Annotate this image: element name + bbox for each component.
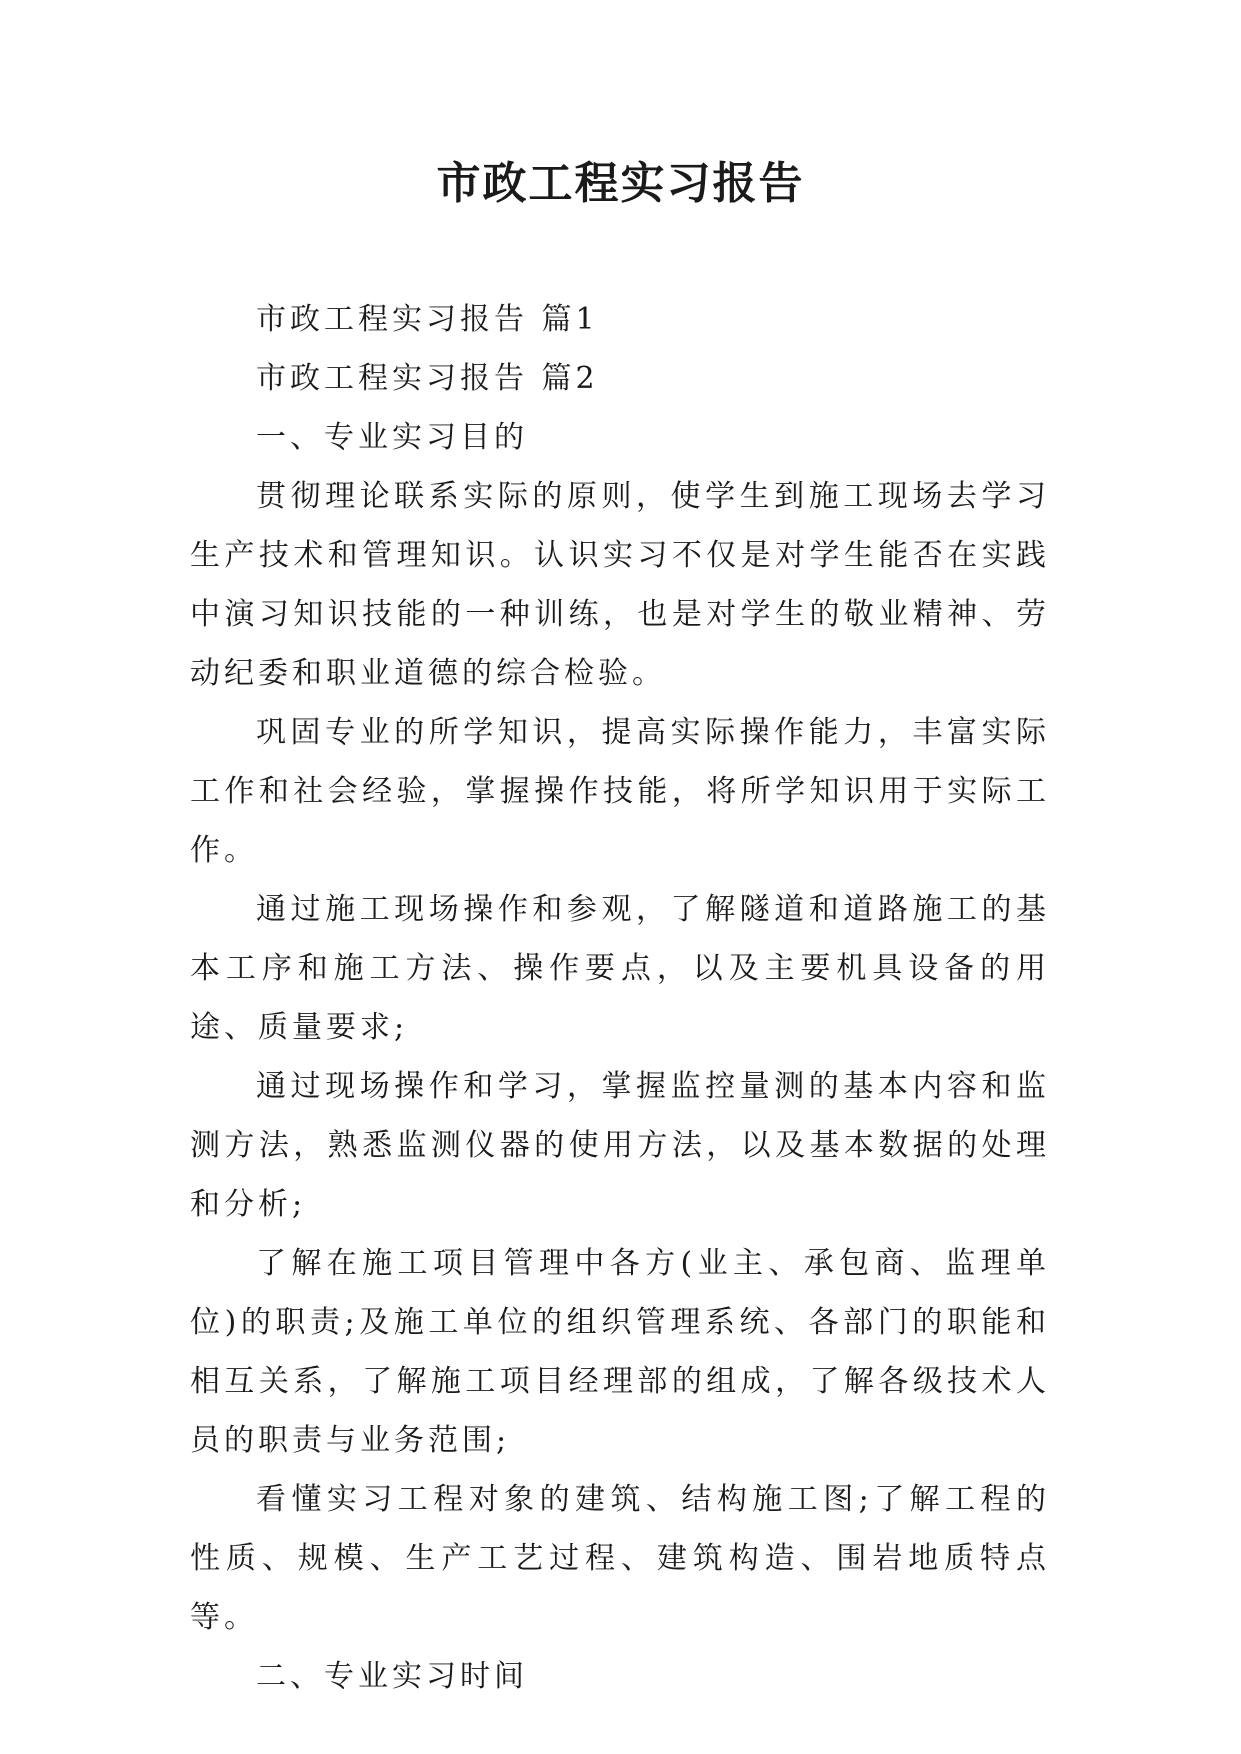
paragraph-7: 通过现场操作和学习，掌握监控量测的基本内容和监测方法，熟悉监测仪器的使用方法，以及基本数据的处理和分析; <box>190 1069 1050 1222</box>
paragraph-5: 巩固专业的所学知识，提高实际操作能力，丰富实际工作和社会经验，掌握操作技能，将所学知识用于实际工作。 <box>190 715 1050 868</box>
paragraph-9: 看懂实习工程对象的建筑、结构施工图;了解工程的性质、规模、生产工艺过程、建筑构造、围岩地质特点等。 <box>190 1482 1050 1635</box>
document-body <box>190 290 1050 1706</box>
document-title: 市政工程实习报告 <box>436 158 805 209</box>
section-heading-purpose: 一、专业实习目的 <box>256 420 528 455</box>
paragraph-2: 市政工程实习报告 篇2 <box>256 361 599 396</box>
section-heading-time: 二、专业实习时间 <box>256 1659 528 1694</box>
paragraph-1: 市政工程实习报告 篇1 <box>256 302 599 337</box>
paragraph-8: 了解在施工项目管理中各方(业主、承包商、监理单位)的职责;及施工单位的组织管理系统、各部门的职能和相互关系，了解施工项目经理部的组成，了解各级技术人员的职责与业务范围; <box>190 1246 1050 1458</box>
paragraph-4: 贯彻理论联系实际的原则，使学生到施工现场去学习生产技术和管理知识。认识实习不仅是对学生能否在实践中演习知识技能的一种训练，也是对学生的敬业精神、劳动纪委和职业道德的综合检验。 <box>190 479 1050 691</box>
paragraph-6: 通过施工现场操作和参观，了解隧道和道路施工的基本工序和施工方法、操作要点，以及主要机具设备的用途、质量要求; <box>190 892 1050 1045</box>
